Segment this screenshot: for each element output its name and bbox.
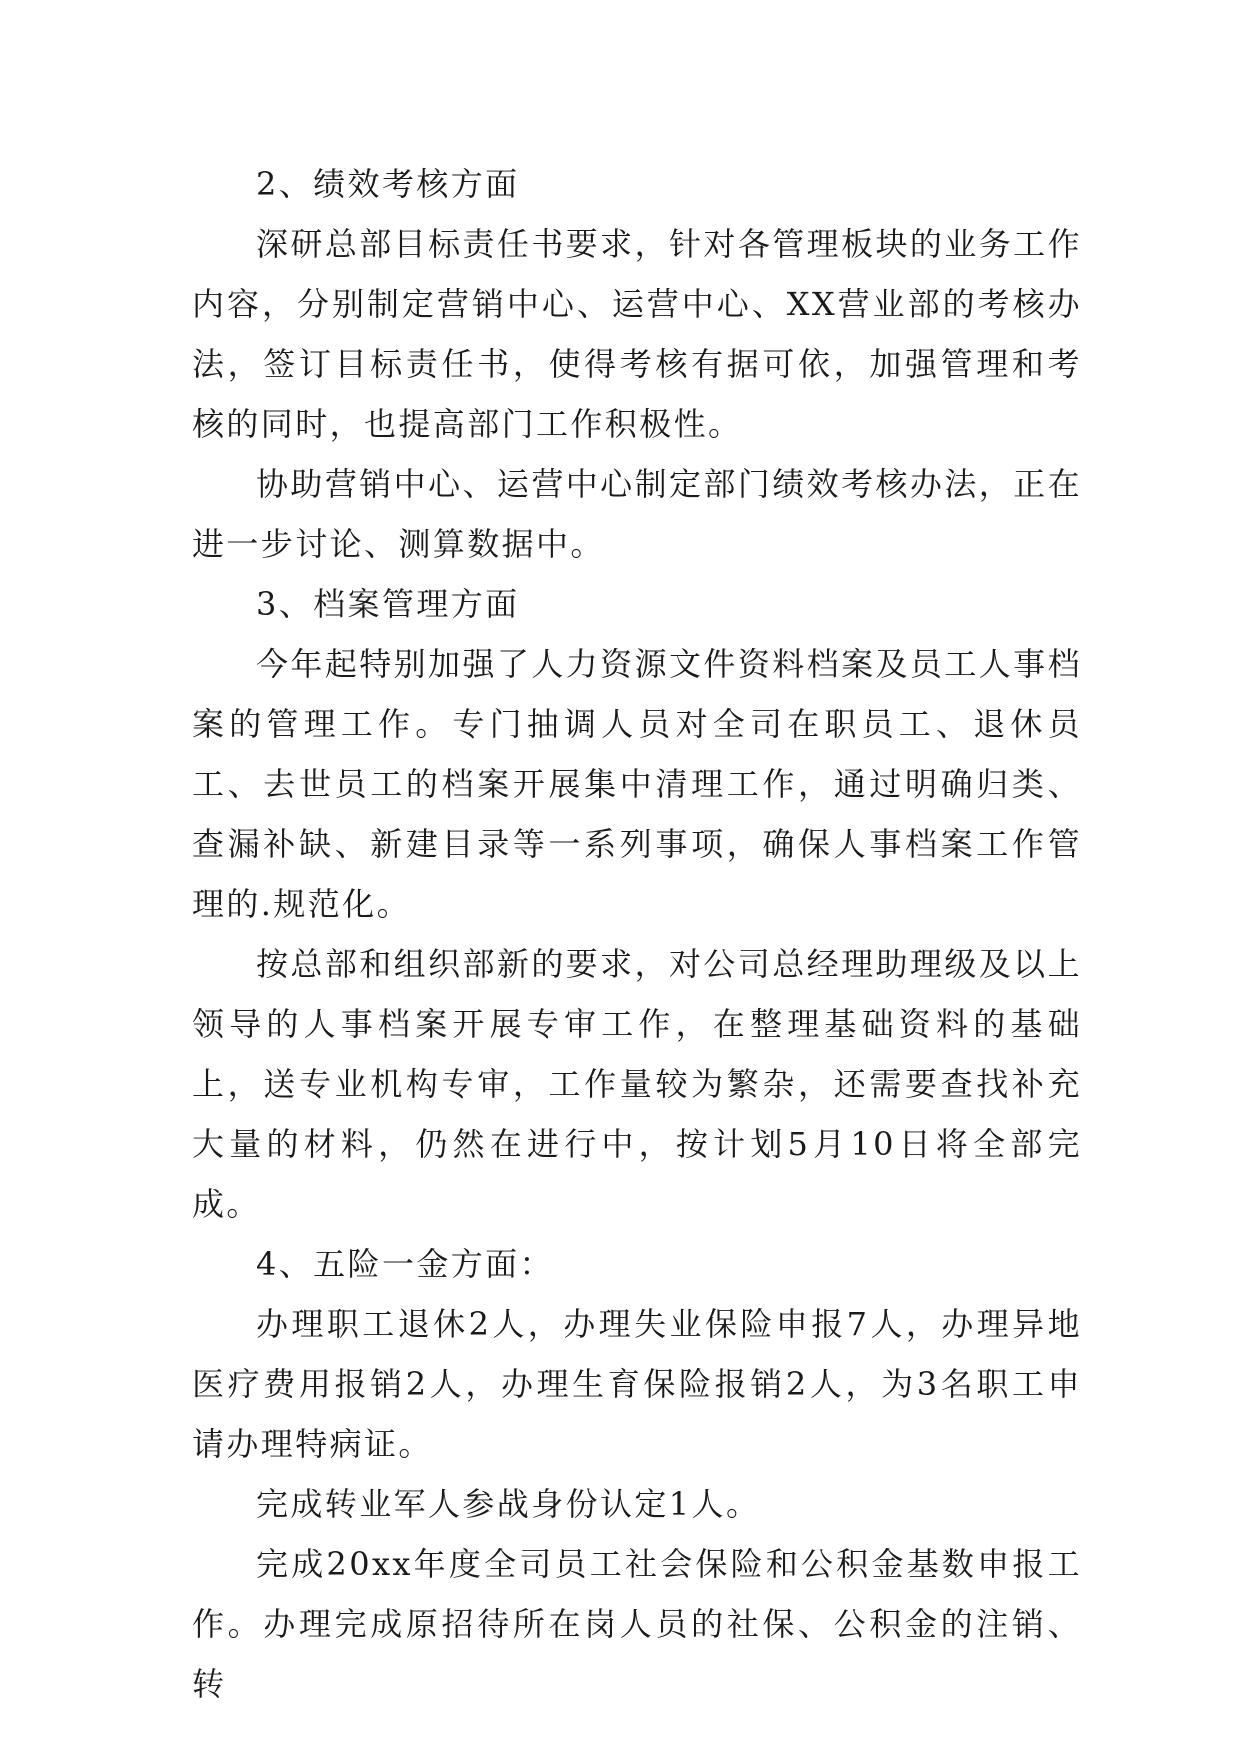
- document-body: [192, 154, 1082, 1714]
- paragraph: 完成转业军人参战身份认定1人。: [256, 1485, 761, 1523]
- paragraph: 协助营销中心、运营中心制定部门绩效考核办法，正在进一步讨论、测算数据中。: [192, 465, 1082, 563]
- section-heading-archives: 3、档案管理方面: [256, 585, 520, 623]
- paragraph: 今年起特别加强了人力资源文件资料档案及员工人事档案的管理工作。专门抽调人员对全司在职员工、退休员工、去世员工的档案开展集中清理工作，通过明确归类、查漏补缺、新建目录等一系列事项，确保人事档案工作管理的.规范化。: [192, 645, 1082, 923]
- section-heading-performance: 2、绩效考核方面: [256, 165, 520, 203]
- paragraph: 深研总部目标责任书要求，针对各管理板块的业务工作内容，分别制定营销中心、运营中心、XX营业部的考核办法，签订目标责任书，使得考核有据可依，加强管理和考核的同时，也提高部门工作积极性。: [192, 225, 1082, 443]
- paragraph: 完成20xx年度全司员工社会保险和公积金基数申报工作。办理完成原招待所在岗人员的社保、公积金的注销、转: [192, 1545, 1082, 1703]
- paragraph: 办理职工退休2人，办理失业保险申报7人，办理异地医疗费用报销2人，办理生育保险报销2人，为3名职工申请办理特病证。: [192, 1305, 1082, 1463]
- section-heading-insurance: 4、五险一金方面：: [256, 1245, 554, 1283]
- paragraph: 按总部和组织部新的要求，对公司总经理助理级及以上领导的人事档案开展专审工作，在整理基础资料的基础上，送专业机构专审，工作量较为繁杂，还需要查找补充大量的材料，仍然在进行中，按计划5月10日将全部完成。: [192, 945, 1082, 1223]
